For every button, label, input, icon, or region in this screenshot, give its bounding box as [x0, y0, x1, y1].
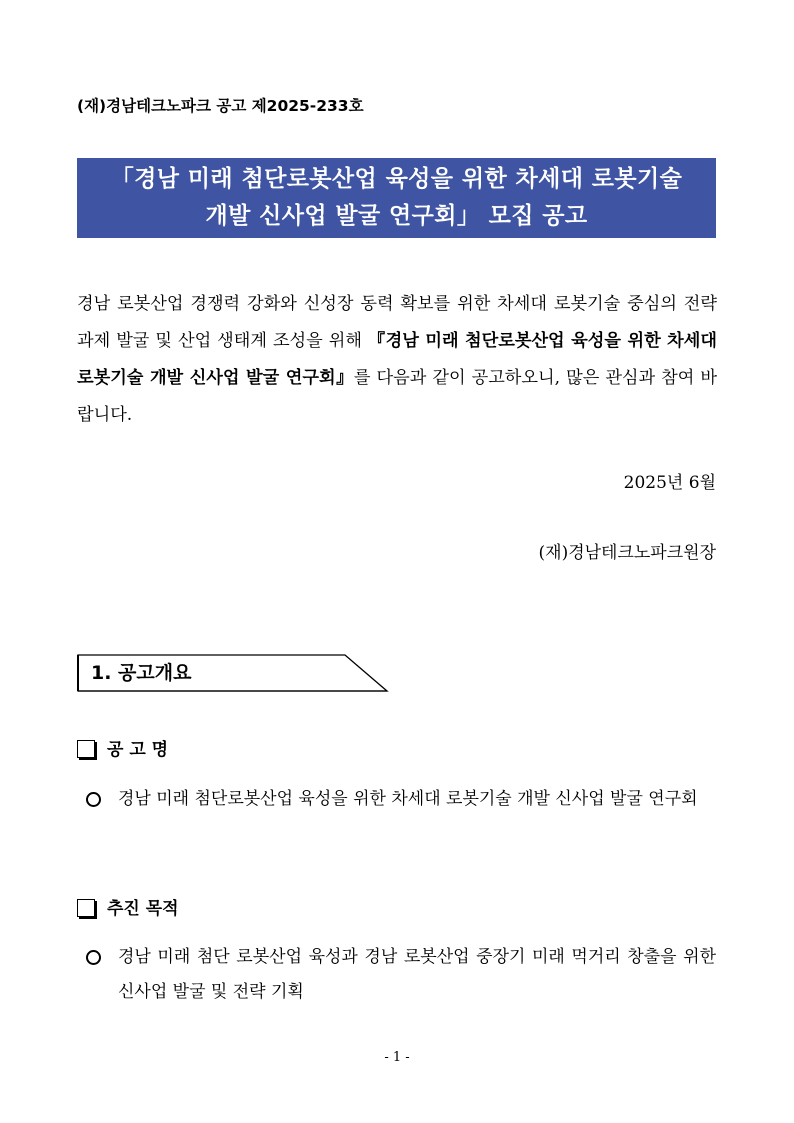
list-item-text: 경남 미래 첨단로봇산업 육성을 위한 차세대 로봇기술 개발 신사업 발굴 연구회 [118, 789, 698, 809]
subsection-name [77, 735, 168, 760]
intro-text-2: 를 다음과 같이 공고하오니, 많은 관심과 참여 바랍니다. [77, 368, 717, 425]
checkbox-icon [77, 740, 95, 758]
circle-bullet-icon [86, 792, 101, 807]
intro-paragraph [77, 286, 717, 434]
checkbox-icon [77, 899, 95, 917]
notice-number: (재)경남테크노파크 공고 제2025-233호 [77, 97, 364, 115]
list-item [86, 782, 716, 817]
title-line-2: 개발 신사업 발굴 연구회」 모집 공고 [205, 203, 588, 229]
list-item [86, 940, 716, 1010]
intro-bold-title: 『경남 미래 첨단로봇산업 육성을 위한 차세대 로봇기술 개발 신사업 발굴 연구회』 [77, 331, 717, 388]
circle-bullet-icon [86, 950, 101, 965]
title-line-1: 「경남 미래 첨단로봇산업 육성을 위한 차세대 로봇기술 [110, 166, 683, 192]
issue-date: 2025년 6월 [623, 473, 716, 493]
page-number: - 1 - [384, 1050, 410, 1065]
subsection-label: 추진 목적 [107, 899, 179, 919]
document-title [77, 158, 716, 238]
subsection-purpose [77, 894, 179, 919]
subsection-label: 공 고 명 [107, 740, 169, 760]
section-heading-box [77, 654, 387, 692]
section-heading: 1. 공고개요 [91, 662, 192, 684]
list-item-text: 경남 미래 첨단 로봇산업 육성과 경남 로봇산업 중장기 미래 먹거리 창출을 위한 신사업 발굴 및 전략 기획 [118, 947, 716, 1002]
issuer-signature: (재)경남테크노파크원장 [538, 543, 716, 563]
intro-text-1: 경남 로봇산업 경쟁력 강화와 신성장 동력 확보를 위한 차세대 로봇기술 중심의 전략과제 발굴 및 산업 생태계 조성을 위해 [77, 294, 717, 351]
